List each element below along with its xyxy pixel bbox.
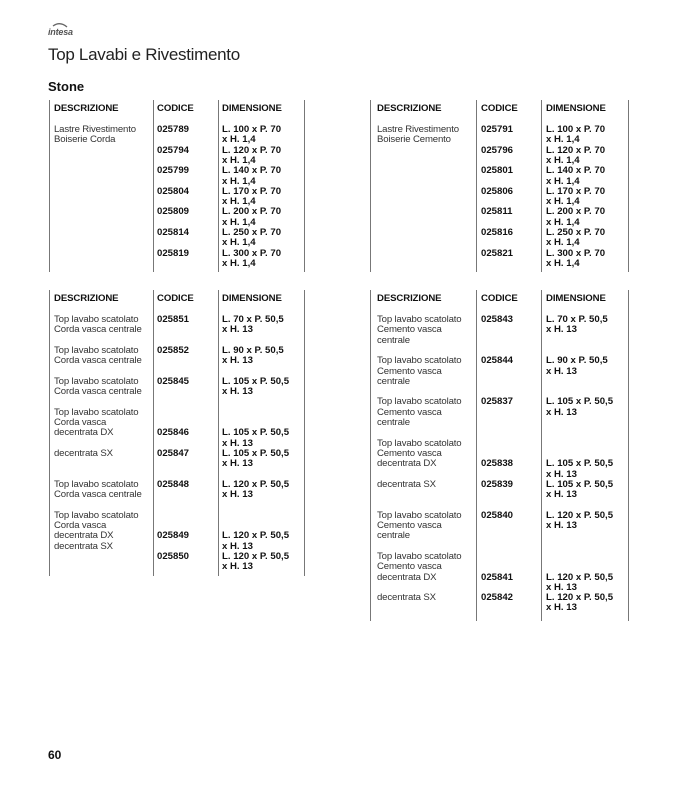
dimension-line: L. 105 x P. 50,5 [222,427,290,439]
description-line: centrale [377,530,410,542]
dimension-line: x H. 1,4 [546,216,580,228]
intesa-logo [48,22,78,38]
description-line: Cemento vasca [377,406,442,418]
product-code: 025789 [157,124,190,135]
product-code: 025847 [157,447,190,459]
product-code: 025819 [157,247,190,259]
description-line: decentrata DX [377,458,437,470]
description-line: Top lavabo scatolato [54,344,139,356]
dimension-line: L. 300 x P. 70 [222,247,282,259]
dimension-line: x H. 13 [546,468,577,480]
description-line: Corda vasca [54,520,107,531]
dimension-line: L. 250 x P. 70 [546,227,606,238]
description-line: centrale [377,375,410,387]
description-line: Top lavabo scatolato [54,478,139,490]
dimension-line: L. 200 x P. 70 [546,206,606,218]
dimension-line: L. 105 x P. 50,5 [222,447,290,459]
description-line: Top lavabo scatolato [377,314,462,325]
product-code: 025791 [481,124,514,135]
product-code: 025841 [481,571,514,583]
dimension-line: L. 105 x P. 50,5 [222,375,290,387]
description-line: Boiserie Corda [54,134,116,146]
dimension-line: x H. 13 [222,386,253,398]
product-code: 025850 [157,550,190,562]
column-divider [49,290,50,576]
dimension-line: x H. 13 [546,602,577,614]
column-divider [218,100,219,272]
dimension-line: x H. 1,4 [546,237,580,249]
description-line: centrale [377,417,410,428]
header-codice: CODICE [481,103,518,114]
page-title: Top Lavabi e Rivestimento [48,45,240,64]
dimension-line: L. 140 x P. 70 [546,165,606,177]
description-line: Cemento vasca [377,520,442,531]
product-code: 025838 [481,458,514,470]
column-divider [304,290,305,576]
dimension-line: x H. 1,4 [222,154,256,166]
product-code: 025806 [481,185,514,197]
product-code: 025809 [157,206,190,218]
description-line: decentrata DX [54,530,114,542]
dimension-line: x H. 13 [546,365,577,377]
dimension-line: L. 250 x P. 70 [222,227,282,238]
description-line: Top lavabo scatolato [54,314,139,325]
product-code: 025842 [481,592,514,604]
dimension-line: x H. 13 [546,489,577,501]
dimension-line: x H. 1,4 [222,237,256,249]
dimension-line: x H. 13 [546,406,577,418]
dimension-line: x H. 1,4 [222,216,256,228]
column-divider [476,290,477,621]
header-descrizione: DESCRIZIONE [377,103,442,114]
product-code: 025851 [157,314,190,325]
product-code: 025811 [481,206,513,218]
description-line: Cemento vasca [377,561,442,573]
product-code: 025840 [481,509,514,521]
product-code: 025804 [157,185,190,197]
dimension-line: L. 105 x P. 50,5 [546,458,614,470]
description-line: Lastre Rivestimento [377,124,459,135]
dimension-line: L. 120 x P. 50,5 [222,530,290,542]
dimension-line: L. 120 x P. 70 [546,144,606,156]
product-code: 025845 [157,375,190,387]
description-line: decentrata SX [54,540,113,552]
description-line: Cemento vasca [377,447,442,459]
product-code: 025852 [157,344,190,356]
header-dimensione: DIMENSIONE [546,103,606,114]
description-line: decentrata DX [377,571,437,583]
dimension-line: L. 70 x P. 50,5 [222,314,284,325]
description-line: Cemento vasca [377,365,442,377]
description-line: Corda vasca centrale [54,386,142,398]
description-line: Top lavabo scatolato [377,437,462,449]
dimension-line: L. 300 x P. 70 [546,247,606,259]
logo-text: intesa [48,27,73,37]
column-divider [541,290,542,621]
dimension-line: L. 105 x P. 50,5 [546,396,614,408]
dimension-line: x H. 1,4 [546,154,580,166]
dimension-line: L. 100 x P. 70 [546,124,606,135]
header-dimensione: DIMENSIONE [546,293,606,304]
column-divider [153,290,154,576]
product-code: 025837 [481,396,514,408]
dimension-line: L. 70 x P. 50,5 [546,314,608,325]
dimension-line: x H. 13 [222,540,253,552]
description-line: Boiserie Cemento [377,134,451,146]
dimension-line: x H. 13 [546,581,577,593]
dimension-line: L. 120 x P. 50,5 [222,550,290,562]
dimension-line: L. 120 x P. 70 [222,144,282,156]
column-divider [218,290,219,576]
column-divider [304,100,305,272]
dimension-line: L. 100 x P. 70 [222,124,282,135]
product-code: 025814 [157,227,190,238]
product-code: 025844 [481,355,514,367]
dimension-line: x H. 1,4 [222,257,256,269]
description-line: Corda vasca [54,417,107,428]
dimension-line: x H. 13 [222,489,253,501]
product-code: 025846 [157,427,190,439]
header-dimensione: DIMENSIONE [222,293,282,304]
column-divider [476,100,477,272]
dimension-line: x H. 1,4 [546,175,580,187]
dimension-line: L. 170 x P. 70 [222,185,282,197]
header-codice: CODICE [481,293,518,304]
dimension-line: x H. 1,4 [222,196,256,208]
description-line: Cemento vasca [377,324,442,336]
header-dimensione: DIMENSIONE [222,103,282,114]
description-line: Lastre Rivestimento [54,124,136,135]
dimension-line: x H. 13 [222,561,253,573]
product-code: 025801 [481,165,514,177]
dimension-line: x H. 13 [546,324,577,336]
dimension-line: x H. 13 [222,355,253,367]
description-line: Top lavabo scatolato [377,355,462,367]
dimension-line: L. 105 x P. 50,5 [546,478,614,490]
dimension-line: L. 120 x P. 50,5 [546,571,614,583]
dimension-line: L. 90 x P. 50,5 [546,355,608,367]
description-line: Corda vasca centrale [54,324,142,336]
dimension-line: x H. 1,4 [222,175,256,187]
dimension-line: x H. 13 [546,520,577,531]
product-code: 025799 [157,165,190,177]
section-title: Stone [48,79,85,94]
column-divider [628,290,629,621]
dimension-line: x H. 13 [222,458,253,470]
product-code: 025816 [481,227,514,238]
column-divider [49,100,50,272]
dimension-line: x H. 1,4 [222,134,256,146]
dimension-line: x H. 13 [222,324,253,336]
description-line: Top lavabo scatolato [377,550,462,562]
description-line: Top lavabo scatolato [377,509,462,521]
dimension-line: L. 120 x P. 50,5 [546,592,614,604]
product-code: 025843 [481,314,514,325]
description-line: decentrata SX [377,478,436,490]
dimension-line: L. 200 x P. 70 [222,206,282,218]
description-line: Top lavabo scatolato [377,396,462,408]
product-code: 025839 [481,478,514,490]
description-line: centrale [377,334,410,346]
header-codice: CODICE [157,103,194,114]
header-descrizione: DESCRIZIONE [54,103,119,114]
dimension-line: x H. 1,4 [546,134,580,146]
header-descrizione: DESCRIZIONE [377,293,442,304]
description-line: decentrata SX [54,447,113,459]
description-line: Corda vasca centrale [54,489,142,501]
product-code: 025849 [157,530,190,542]
dimension-line: x H. 1,4 [546,257,580,269]
dimension-line: x H. 13 [222,437,253,449]
column-divider [628,100,629,272]
page-number: 60 [48,748,62,762]
product-code: 025848 [157,478,190,490]
dimension-line: L. 140 x P. 70 [222,165,282,177]
column-divider [370,100,371,272]
header-codice: CODICE [157,293,194,304]
column-divider [153,100,154,272]
product-code: 025821 [481,247,514,259]
dimension-line: L. 90 x P. 50,5 [222,344,284,356]
dimension-line: x H. 1,4 [546,196,580,208]
column-divider [370,290,371,621]
description-line: Corda vasca centrale [54,355,142,367]
product-code: 025796 [481,144,514,156]
dimension-line: L. 120 x P. 50,5 [222,478,290,490]
description-line: Top lavabo scatolato [54,406,139,418]
dimension-line: L. 120 x P. 50,5 [546,509,614,521]
column-divider [541,100,542,272]
dimension-line: L. 170 x P. 70 [546,185,606,197]
header-descrizione: DESCRIZIONE [54,293,119,304]
description-line: Top lavabo scatolato [54,375,139,387]
description-line: Top lavabo scatolato [54,509,139,521]
description-line: decentrata SX [377,592,436,604]
description-line: decentrata DX [54,427,114,439]
product-code: 025794 [157,144,190,156]
